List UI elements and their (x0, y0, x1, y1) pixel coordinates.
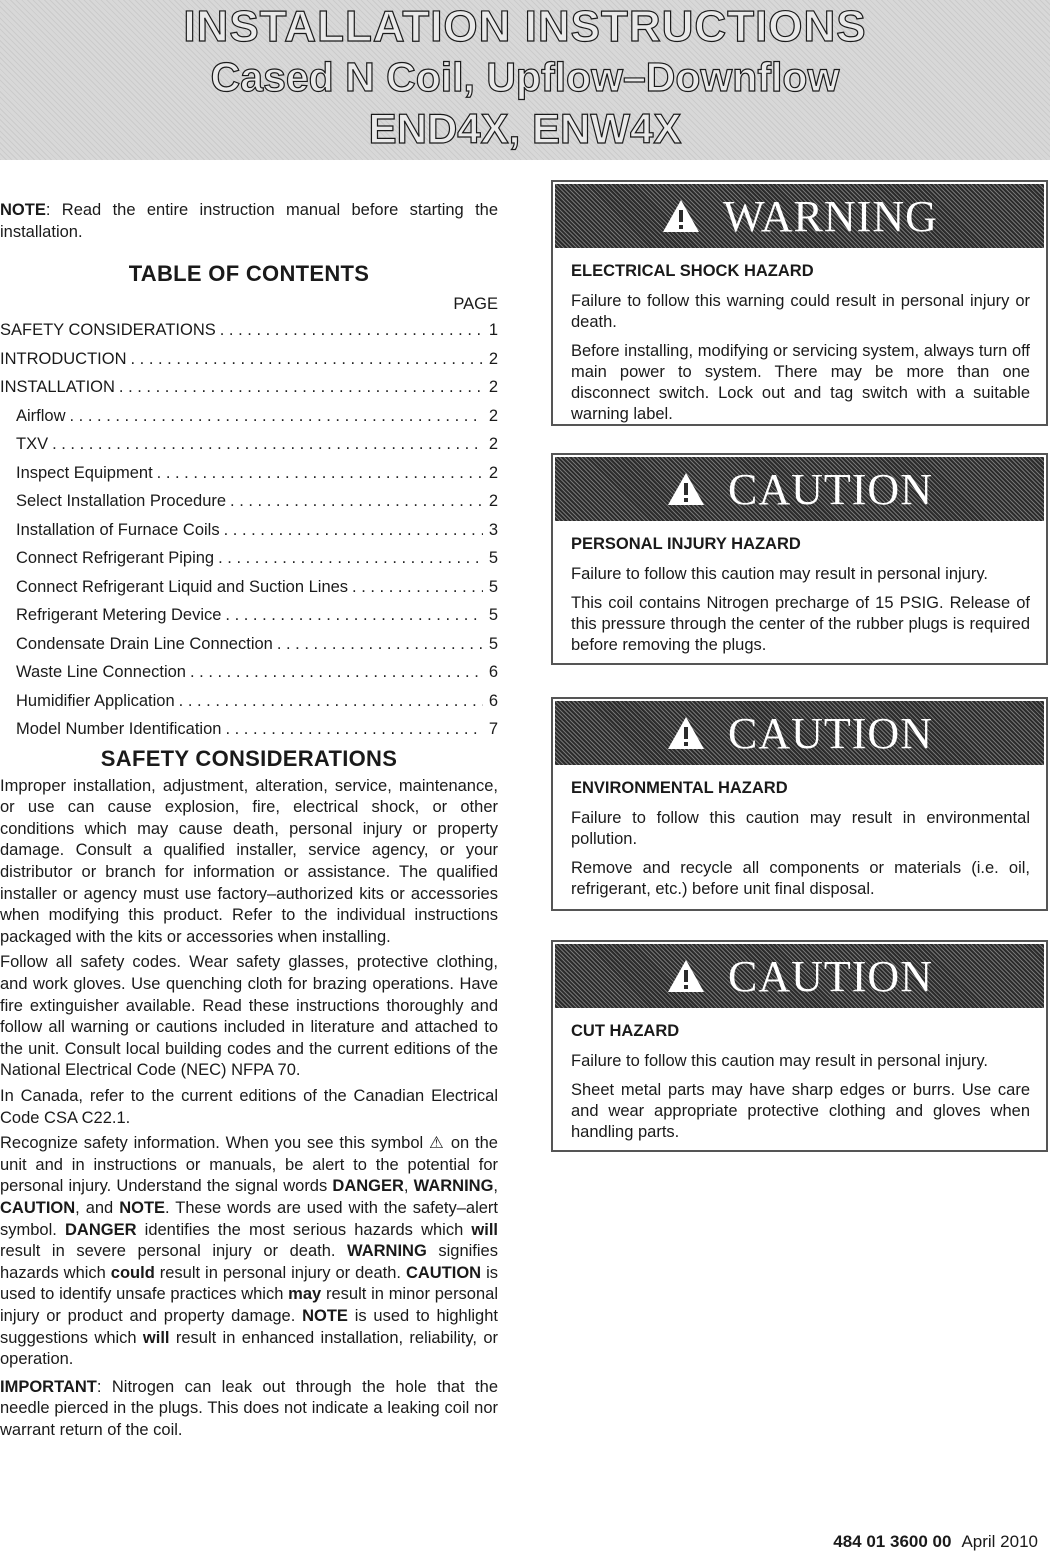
text-run: result in enhanced installation, reliability, or operation. (0, 1328, 498, 1369)
toc-item-label: Waste Line Connection (16, 663, 186, 682)
important-label: IMPORTANT (0, 1377, 97, 1396)
signal-word-danger: DANGER (332, 1177, 404, 1196)
toc-item[interactable] (0, 516, 498, 545)
toc-item-page: 5 (488, 606, 498, 625)
safety-paragraph-4 (0, 1133, 498, 1371)
caution-box-environmental (551, 697, 1048, 911)
signal-word: WARNING (723, 191, 938, 241)
toc-item-page: 6 (488, 663, 498, 682)
text-run: , (493, 1177, 499, 1196)
hazard-title: ENVIRONMENTAL HAZARD (571, 779, 788, 797)
signal-word-caution: CAUTION (0, 1198, 76, 1217)
document-number: 484 01 3600 00 (833, 1532, 952, 1551)
warning-box-electrical (551, 180, 1048, 426)
toc-item-label: INTRODUCTION (0, 349, 127, 368)
emphasis-could: could (110, 1263, 155, 1282)
header-models: END4X, ENW4X (368, 105, 682, 152)
toc-leader (225, 715, 482, 744)
text-run: is used to highlight suggestions which (0, 1306, 498, 1347)
important-text: : Nitrogen can leak out through the hole that the needle pierced in the plugs. This does not indicate a leaking coil nor warrant return of the coil. (0, 1377, 498, 1439)
text-run: signifies hazards which (0, 1242, 498, 1282)
toc-item-page: 2 (488, 492, 498, 511)
caution-triangle-icon (666, 715, 706, 751)
toc-item-page: 5 (488, 577, 498, 596)
toc-item[interactable] (0, 487, 498, 516)
toc-item-label: Connect Refrigerant Piping (16, 549, 215, 568)
toc-item-page: 7 (488, 720, 498, 739)
toc-item[interactable] (0, 601, 498, 630)
toc-item-page: 6 (488, 691, 498, 710)
toc-item[interactable] (0, 459, 498, 488)
caution-banner (555, 944, 1044, 1008)
text-run: result in severe personal injury or death. (0, 1242, 348, 1261)
toc-leader (225, 601, 482, 630)
caution-triangle-icon (666, 471, 706, 507)
toc-item[interactable] (0, 715, 498, 744)
table-of-contents (0, 316, 498, 744)
toc-page-header: PAGE (453, 295, 498, 314)
important-paragraph (0, 1377, 498, 1442)
signal-word-warning: WARNING (413, 1177, 494, 1196)
hazard-title: ELECTRICAL SHOCK HAZARD (571, 262, 814, 280)
safety-paragraph-3: In Canada, refer to the current editions of the Canadian Electrical Code CSA C22.1. (0, 1087, 498, 1127)
toc-item[interactable] (0, 402, 498, 431)
signal-word-note: NOTE (302, 1306, 348, 1325)
caution-box-personal-injury (551, 453, 1048, 665)
signal-word-note: NOTE (119, 1198, 166, 1217)
hazard-instruction: This coil contains Nitrogen precharge of 15 PSIG. Release of this pressure through the center of the rubber plugs is required before removing the plugs. (571, 594, 1030, 654)
toc-leader (70, 402, 483, 431)
toc-leader (352, 573, 483, 602)
toc-leader (190, 658, 483, 687)
caution-triangle-icon (666, 958, 706, 994)
safety-paragraph-1: Improper installation, adjustment, alteration, service, maintenance, or use can cause explosion, fire, electrical shock, or other conditions which may cause death, personal injury or property damage. Consult a qualified installer, service agency, or your distributor or branch for information or assistance. The qualified installer or agency must use factory–authorized kits or accessories when modifying this product. Refer to the individual instructions packaged with the kits or accessories when installing. (0, 776, 498, 946)
signal-word: CAUTION (728, 951, 933, 1001)
document-header (0, 0, 1050, 160)
toc-item[interactable] (0, 630, 498, 659)
warning-triangle-icon (661, 198, 701, 234)
safety-paragraph-2: Follow all safety codes. Wear safety glasses, protective clothing, and work gloves. Use quenching cloth for brazing operations. Have fire extinguisher available. Read these instructions thoroughly and follow all warning or cautions included in literature and attached to the unit. Consult local building codes and the current editions of the National Electrical Code (NEC) NFPA 70. (0, 953, 498, 1080)
emphasis-will: will (471, 1220, 498, 1239)
toc-leader (131, 345, 483, 374)
hazard-instruction: Sheet metal parts may have sharp edges or burrs. Use care and wear appropriate protective clothing and gloves when handling parts. (571, 1081, 1030, 1141)
toc-item-label: Airflow (16, 406, 66, 425)
toc-leader (277, 630, 483, 659)
text-run: result in personal injury or death. (154, 1263, 406, 1282)
note-paragraph (0, 200, 498, 243)
text-run: Recognize safety information. When you see this symbol (0, 1134, 430, 1153)
note-text: : Read the entire instruction manual before starting the installation. (0, 201, 498, 241)
toc-item-page: 5 (488, 549, 498, 568)
toc-item-label: Humidifier Application (16, 691, 175, 710)
toc-item-page: 5 (488, 634, 498, 653)
toc-leader (230, 487, 483, 516)
text-run: , (403, 1177, 414, 1196)
toc-leader (220, 316, 483, 345)
hazard-consequence: Failure to follow this caution may result in personal injury. (571, 1052, 988, 1070)
toc-item-label: Connect Refrigerant Liquid and Suction Lines (16, 577, 349, 596)
toc-item[interactable] (0, 658, 498, 687)
toc-item[interactable] (0, 430, 498, 459)
toc-leader (179, 687, 483, 716)
toc-item-label: SAFETY CONSIDERATIONS (0, 321, 216, 340)
toc-item-label: Installation of Furnace Coils (16, 520, 220, 539)
warning-banner (555, 184, 1044, 248)
caution-box-cut (551, 940, 1048, 1152)
toc-item-page: 2 (488, 435, 498, 454)
document-date: April 2010 (961, 1532, 1038, 1551)
text-run: result in minor personal injury or product and property damage. (0, 1285, 499, 1325)
toc-item-label: TXV (16, 435, 49, 454)
signal-word: CAUTION (728, 708, 933, 758)
toc-item[interactable] (0, 316, 498, 345)
left-column (0, 200, 498, 1442)
toc-leader (119, 373, 483, 402)
note-label: NOTE (0, 201, 46, 219)
hazard-consequence: Failure to follow this caution may result in environmental pollution. (571, 809, 1030, 848)
hazard-consequence: Failure to follow this warning could result in personal injury or death. (571, 292, 1030, 331)
toc-item[interactable] (0, 345, 498, 374)
hazard-title: CUT HAZARD (571, 1022, 680, 1040)
toc-item[interactable] (0, 544, 498, 573)
text-run: on the unit and in instructions or manuals, be alert to the potential for personal injury. Understand the signal words (0, 1134, 498, 1196)
text-run: , and (75, 1198, 120, 1217)
toc-item-page: 2 (488, 406, 498, 425)
hazard-consequence: Failure to follow this caution may result in personal injury. (571, 565, 988, 583)
toc-item-label: Inspect Equipment (16, 463, 153, 482)
safety-alert-icon: ⚠ (429, 1134, 446, 1153)
toc-item-label: Model Number Identification (16, 720, 222, 739)
header-subtitle: Cased N Coil, Upflow–Downflow (210, 54, 840, 100)
toc-item[interactable] (0, 573, 498, 602)
caution-banner (555, 457, 1044, 521)
toc-item-label: INSTALLATION (0, 378, 115, 397)
toc-item-page: 2 (488, 349, 498, 368)
toc-title: TABLE OF CONTENTS (128, 261, 370, 287)
text-run: is used to identify unsafe practices which (0, 1263, 498, 1304)
toc-item-label: Refrigerant Metering Device (16, 606, 222, 625)
emphasis-will: will (142, 1328, 170, 1347)
signal-word-warning: WARNING (347, 1242, 427, 1261)
toc-item-page: 2 (488, 378, 498, 397)
toc-leader (218, 544, 483, 573)
toc-item[interactable] (0, 373, 498, 402)
emphasis-may: may (288, 1285, 322, 1304)
hazard-instruction: Remove and recycle all components or materials (i.e. oil, refrigerant, etc.) before unit final disposal. (571, 859, 1030, 898)
hazard-title: PERSONAL INJURY HAZARD (571, 535, 801, 553)
document-footer (833, 1532, 1038, 1552)
hazard-instruction: Before installing, modifying or servicing system, always turn off main power to system. There may be more than one disconnect switch. Lock out and tag switch with a suitable warning label. (571, 342, 1030, 423)
toc-item[interactable] (0, 687, 498, 716)
toc-item-page: 1 (488, 321, 498, 340)
signal-word: CAUTION (728, 464, 933, 514)
safety-title: SAFETY CONSIDERATIONS (100, 745, 398, 771)
toc-leader (52, 430, 483, 459)
text-run: identifies the most serious hazards which (136, 1220, 472, 1239)
toc-item-label: Select Installation Procedure (16, 492, 227, 511)
toc-item-page: 3 (488, 520, 498, 539)
text-run: . These words are used with the safety–alert symbol. (0, 1198, 498, 1239)
toc-item-label: Condensate Drain Line Connection (16, 634, 273, 653)
signal-word-caution: CAUTION (405, 1263, 482, 1282)
header-title: INSTALLATION INSTRUCTIONS (183, 2, 867, 51)
toc-item-page: 2 (488, 463, 498, 482)
signal-word-danger: DANGER (65, 1220, 137, 1239)
toc-leader (157, 459, 483, 488)
toc-leader (224, 516, 483, 545)
caution-banner (555, 701, 1044, 765)
